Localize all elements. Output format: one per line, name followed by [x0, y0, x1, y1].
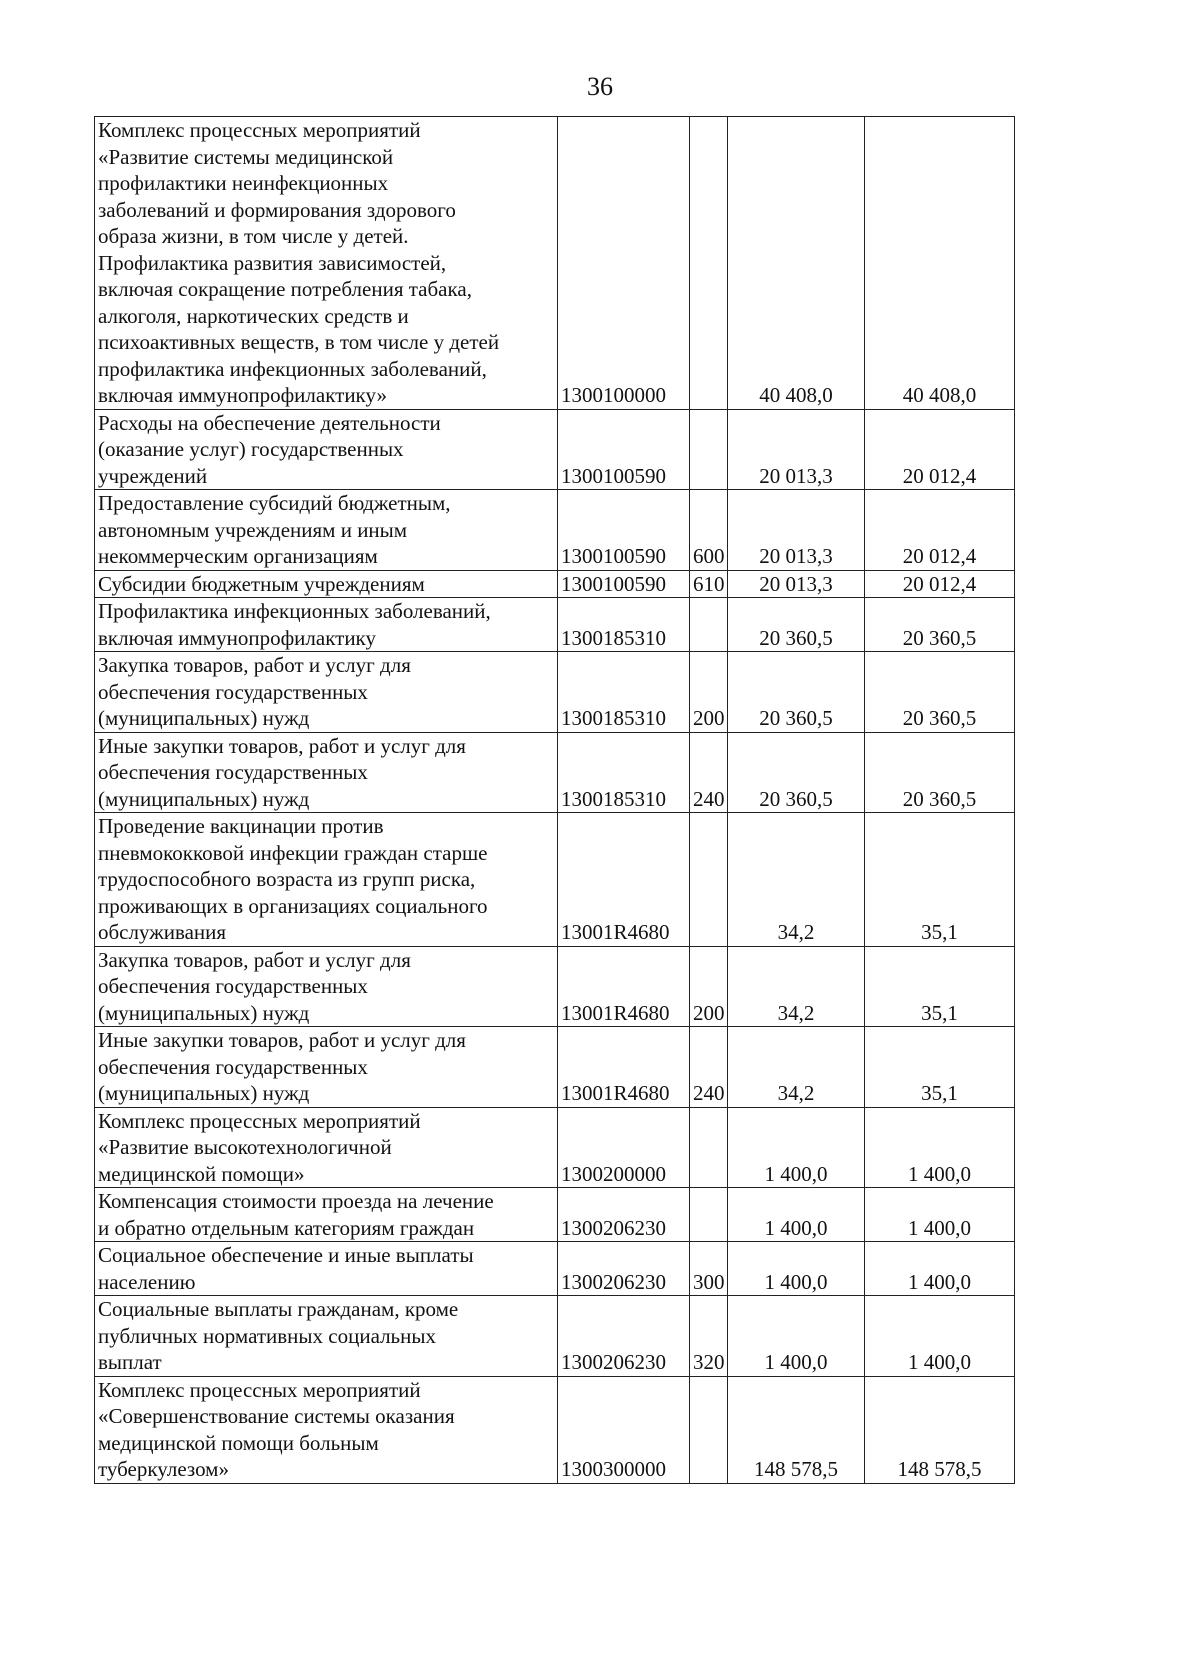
row-code: 1300100590 — [558, 490, 690, 571]
row-code: 1300200000 — [558, 1107, 690, 1188]
row-code: 1300100590 — [558, 409, 690, 490]
row-value-2: 1 400,0 — [865, 1242, 1015, 1296]
row-name: Иные закупки товаров, работ и услуг для обеспечения государственных (муниципальных) нужд — [95, 732, 558, 813]
row-expense-type — [690, 117, 728, 410]
row-value-1: 1 400,0 — [728, 1242, 865, 1296]
row-name: Закупка товаров, работ и услуг для обеспечения государственных (муниципальных) нужд — [95, 652, 558, 733]
row-code: 1300185310 — [558, 652, 690, 733]
row-value-1: 40 408,0 — [728, 117, 865, 410]
table-row — [95, 652, 1015, 733]
row-value-2: 1 400,0 — [865, 1107, 1015, 1188]
row-code: 13001R4680 — [558, 1027, 690, 1108]
row-code: 1300206230 — [558, 1296, 690, 1377]
row-expense-type: 600 — [690, 490, 728, 571]
row-expense-type: 320 — [690, 1296, 728, 1377]
row-name: Проведение вакцинации против пневмококковой инфекции граждан старше трудоспособного возраста из групп риска, проживающих в организациях социального обслуживания — [95, 813, 558, 947]
budget-table — [94, 116, 1015, 1484]
row-name: Комплекс процессных мероприятий «Совершенствование системы оказания медицинской помощи больным туберкулезом» — [95, 1376, 558, 1483]
row-value-1: 1 400,0 — [728, 1188, 865, 1242]
table-row — [95, 490, 1015, 571]
table-row — [95, 117, 1015, 410]
table-row — [95, 946, 1015, 1027]
row-expense-type — [690, 1376, 728, 1483]
row-value-1: 20 360,5 — [728, 732, 865, 813]
row-code: 1300300000 — [558, 1376, 690, 1483]
row-value-1: 1 400,0 — [728, 1107, 865, 1188]
row-value-1: 20 360,5 — [728, 652, 865, 733]
row-name: Иные закупки товаров, работ и услуг для обеспечения государственных (муниципальных) нужд — [95, 1027, 558, 1108]
row-value-2: 1 400,0 — [865, 1296, 1015, 1377]
row-expense-type: 200 — [690, 652, 728, 733]
row-expense-type: 610 — [690, 570, 728, 598]
page-number: 36 — [587, 72, 613, 101]
row-value-1: 20 360,5 — [728, 598, 865, 652]
row-value-2: 20 012,4 — [865, 490, 1015, 571]
row-name: Социальное обеспечение и иные выплаты населению — [95, 1242, 558, 1296]
row-code: 1300100000 — [558, 117, 690, 410]
row-name: Компенсация стоимости проезда на лечение и обратно отдельным категориям граждан — [95, 1188, 558, 1242]
row-name: Социальные выплаты гражданам, кроме публичных нормативных социальных выплат — [95, 1296, 558, 1377]
row-value-1: 34,2 — [728, 946, 865, 1027]
row-value-1: 20 013,3 — [728, 490, 865, 571]
table-row — [95, 409, 1015, 490]
row-expense-type — [690, 1107, 728, 1188]
row-value-2: 35,1 — [865, 946, 1015, 1027]
row-code: 13001R4680 — [558, 813, 690, 947]
row-value-1: 1 400,0 — [728, 1296, 865, 1377]
row-code: 1300185310 — [558, 598, 690, 652]
row-value-1: 34,2 — [728, 813, 865, 947]
row-code: 13001R4680 — [558, 946, 690, 1027]
table-row — [95, 1107, 1015, 1188]
row-name: Субсидии бюджетным учреждениям — [95, 570, 558, 598]
row-value-2: 1 400,0 — [865, 1188, 1015, 1242]
row-value-2: 20 360,5 — [865, 598, 1015, 652]
row-name: Предоставление субсидий бюджетным, автономным учреждениям и иным некоммерческим организациям — [95, 490, 558, 571]
table-row — [95, 1188, 1015, 1242]
row-name: Профилактика инфекционных заболеваний, включая иммунопрофилактику — [95, 598, 558, 652]
row-expense-type — [690, 813, 728, 947]
row-value-2: 35,1 — [865, 1027, 1015, 1108]
row-value-2: 20 360,5 — [865, 732, 1015, 813]
row-value-1: 34,2 — [728, 1027, 865, 1108]
row-value-2: 20 360,5 — [865, 652, 1015, 733]
row-code: 1300206230 — [558, 1242, 690, 1296]
row-value-2: 35,1 — [865, 813, 1015, 947]
table-row — [95, 1027, 1015, 1108]
row-expense-type — [690, 598, 728, 652]
row-name: Закупка товаров, работ и услуг для обеспечения государственных (муниципальных) нужд — [95, 946, 558, 1027]
row-value-2: 20 012,4 — [865, 409, 1015, 490]
row-value-2: 40 408,0 — [865, 117, 1015, 410]
table-row — [95, 1296, 1015, 1377]
row-expense-type — [690, 409, 728, 490]
row-value-1: 148 578,5 — [728, 1376, 865, 1483]
row-name: Расходы на обеспечение деятельности (оказание услуг) государственных учреждений — [95, 409, 558, 490]
row-expense-type: 240 — [690, 1027, 728, 1108]
table-row — [95, 1242, 1015, 1296]
row-value-1: 20 013,3 — [728, 409, 865, 490]
row-code: 1300100590 — [558, 570, 690, 598]
table-row — [95, 570, 1015, 598]
row-value-1: 20 013,3 — [728, 570, 865, 598]
row-code: 1300185310 — [558, 732, 690, 813]
row-value-2: 20 012,4 — [865, 570, 1015, 598]
table-row — [95, 598, 1015, 652]
row-name: Комплекс процессных мероприятий «Развитие системы медицинской профилактики неинфекционных заболеваний и формирования здорового образа жизни, в том числе у детей. Профилактика развития зависимостей, включая сокращение потребления табака, алкоголя, наркотических средств и психоактивных веществ, в том числе у детей профилактика инфекционных заболеваний, включая иммунопрофилактику» — [95, 117, 558, 410]
row-expense-type — [690, 1188, 728, 1242]
row-name: Комплекс процессных мероприятий «Развитие высокотехнологичной медицинской помощи» — [95, 1107, 558, 1188]
row-code: 1300206230 — [558, 1188, 690, 1242]
row-expense-type: 240 — [690, 732, 728, 813]
table-row — [95, 813, 1015, 947]
row-expense-type: 200 — [690, 946, 728, 1027]
row-value-2: 148 578,5 — [865, 1376, 1015, 1483]
table-row — [95, 732, 1015, 813]
row-expense-type: 300 — [690, 1242, 728, 1296]
table-row — [95, 1376, 1015, 1483]
